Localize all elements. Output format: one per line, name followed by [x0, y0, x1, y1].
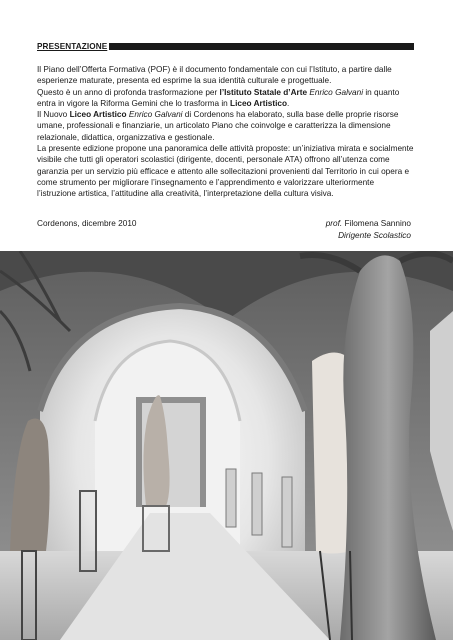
p2-text-d: in quanto entra in vigore la Riforma Gemini che lo trasforma in: [37, 87, 400, 108]
paragraph-2: [37, 87, 415, 110]
liceo-name: Liceo Artistico: [230, 98, 288, 108]
section-title: PRESENTAZIONE: [37, 42, 108, 51]
liceo-name-2: Liceo Artistico: [69, 110, 127, 120]
signatory-role: Dirigente Scolastico: [338, 230, 411, 240]
institute-name: l’Istituto Statale d’Arte: [219, 87, 308, 97]
presentation-text: [37, 64, 415, 200]
place-date: Cordenons, dicembre 2010: [37, 219, 137, 228]
paragraph-1: Il Piano dell’Offerta Formativa (POF) è il documento fondamentale con cui l’Istituto, a partire dalle esperienze maturate, presenta ed esprime la sua identità culturale e progettuale.: [37, 65, 392, 86]
p2-text-f: .: [287, 98, 290, 108]
signatory: [326, 218, 411, 241]
paragraph-4: La presente edizione propone una panoramica delle attività proposte: un’iniziativa mirata e socialmente visibile che tutti gli operatori scolastici (dirigente, docenti, personale ATA) offrono all’utenza come garanzia per un servizio più efficace e attento alle sollecitazioni provenienti dal Territorio in cui opera e come strumento per migliorare l’insegnamento e l’apprendimento e valorizzare ulteriormente l’istruzione artistica, l’attitudine alla creatività, l’interpretazione della cultura visiva.: [37, 144, 414, 199]
gallery-photo: [0, 251, 453, 640]
paragraph-3: [37, 109, 415, 143]
header-rule: [109, 43, 414, 50]
p3-text-d: di Cordenons ha elaborato, sulla base delle proprie risorse umane, professionali e finanziarie, un articolato Piano che coinvolge e caratterizza la dimensione relazionale, didattica, organizzativa e gestionale.: [37, 110, 399, 142]
p3-text-a: Il Nuovo: [37, 110, 70, 120]
school-name-2: Enrico Galvani: [128, 110, 183, 120]
gallery-photo-drawing: [0, 251, 453, 640]
signatory-prefix: prof.: [325, 219, 343, 228]
section-header: [37, 42, 414, 51]
p2-text-a: Questo è un anno di profonda trasformazione per: [37, 87, 220, 97]
school-name: Enrico Galvani: [309, 87, 364, 97]
signatory-name: Filomena Sannino: [342, 219, 411, 228]
